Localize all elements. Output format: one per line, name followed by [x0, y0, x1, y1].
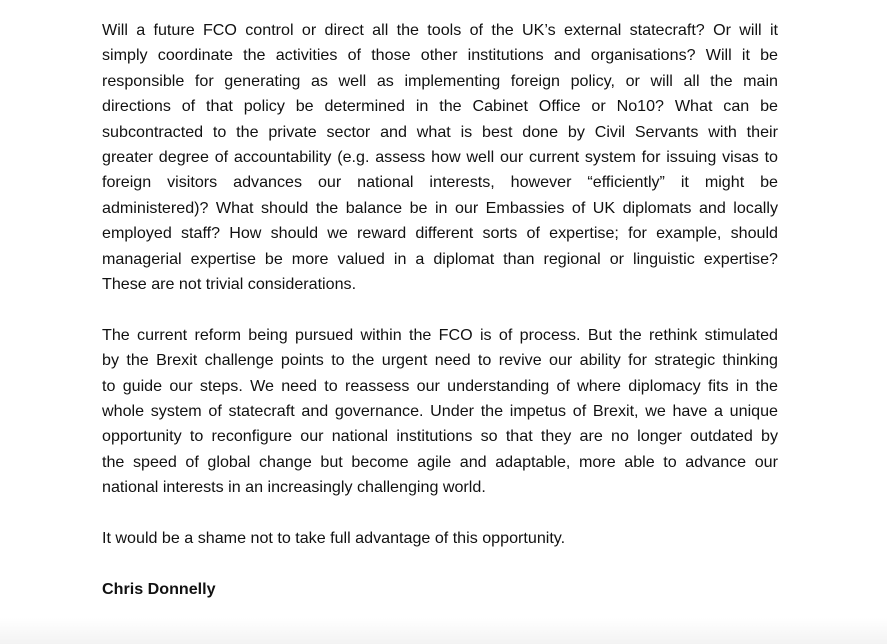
text-line: foreign visitors advances our national interests, however “efficiently” it might be [102, 173, 778, 192]
document-body [102, 18, 778, 602]
text-line: Will a future FCO control or direct all the tools of the UK’s external statecraft? Or will it [102, 21, 778, 39]
text-line: simply coordinate the activities of those other institutions and organisations? Will it be [102, 46, 778, 65]
text-line: directions of that policy be determined in the Cabinet Office or No10? What can be [102, 97, 778, 116]
text-line: responsible for generating as well as implementing foreign policy, or will all the main [102, 71, 778, 90]
text-line: national interests in an increasingly challenging world. [102, 478, 486, 497]
paragraph-closing [102, 526, 778, 551]
text-line: to guide our steps. We need to reassess our understanding of where diplomacy fits in the [102, 376, 778, 395]
text-line: subcontracted to the private sector and what is best done by Civil Servants with their [102, 122, 778, 141]
author-signature: Chris Donnelly [102, 579, 216, 598]
text-line: It would be a shame not to take full advantage of this opportunity. [102, 529, 566, 548]
text-line: opportunity to reconfigure our national institutions so that they are no longer outdated by [102, 427, 778, 446]
text-line: the speed of global change but become agile and adaptable, more able to advance our [102, 452, 778, 471]
text-line: whole system of statecraft and governance. Under the impetus of Brexit, we have a unique [102, 402, 778, 421]
text-line: managerial expertise be more valued in a diplomat than regional or linguistic expertise? [102, 249, 778, 268]
text-line: The current reform being pursued within the FCO is of process. But the rethink stimulated [102, 325, 778, 344]
paragraph-fco-questions [102, 18, 778, 297]
text-line: administered)? What should the balance be in our Embassies of UK diplomats and locally [102, 198, 778, 217]
page-bottom-shade [0, 618, 887, 644]
text-line: greater degree of accountability (e.g. assess how well our current system for issuing visas to [102, 148, 778, 167]
text-line: These are not trivial considerations. [102, 275, 357, 294]
text-line: by the Brexit challenge points to the urgent need to revive our ability for strategic thinking [102, 351, 778, 370]
text-line: employed staff? How should we reward different sorts of expertise; for example, should [102, 224, 778, 243]
paragraph-reform [102, 323, 778, 501]
